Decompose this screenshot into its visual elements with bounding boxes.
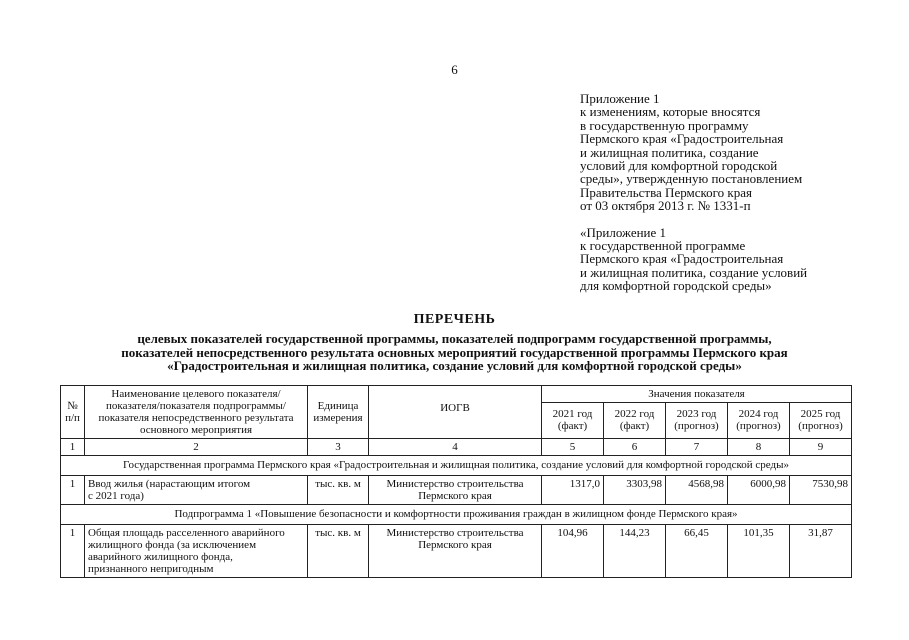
section-title: Подпрограмма 1 «Повышение безопасности и комфортности проживания граждан в жилищном фонде Пермского края» xyxy=(61,505,852,525)
appendix-line: в государственную программу xyxy=(580,117,749,133)
appendix-quote-line: Пермского края «Градостроительная xyxy=(580,251,784,267)
column-number: 2 xyxy=(85,439,308,456)
column-number: 3 xyxy=(308,439,369,456)
row-value: 66,45 xyxy=(666,525,728,578)
row-value: 144,23 xyxy=(604,525,666,578)
appendix-quote-line: «Приложение 1 xyxy=(580,224,667,240)
column-number: 1 xyxy=(61,439,85,456)
appendix-line: Приложение 1 xyxy=(580,91,660,106)
row-value: 1317,0 xyxy=(542,476,604,505)
row-num: 1 xyxy=(61,476,85,505)
row-value: 101,35 xyxy=(728,525,790,578)
section-title: Государственная программа Пермского края «Градостроительная и жилищная политика, создание условий для комфортной городской среды» xyxy=(61,456,852,476)
row-iogv: Министерство строительства Пермского края xyxy=(369,476,542,505)
header-year-2025: 2025 год (прогноз) xyxy=(790,403,852,439)
document-subtitle xyxy=(0,332,909,373)
appendix-line: к изменениям, которые вносятся xyxy=(580,104,761,120)
header-name: Наименование целевого показателя/ показателя/показателя подпрограммы/ показателя непосредственного результата основного мероприятия xyxy=(85,386,308,439)
appendix-line: условий для комфортной городской xyxy=(580,158,778,174)
appendix-line: Пермского края «Градостроительная xyxy=(580,131,784,147)
row-unit: тыс. кв. м xyxy=(308,525,369,578)
header-year-2022: 2022 год (факт) xyxy=(604,403,666,439)
header-year-2021: 2021 год (факт) xyxy=(542,403,604,439)
header-iogv: ИОГВ xyxy=(369,386,542,439)
header-row xyxy=(61,386,852,403)
section-row-subprogram xyxy=(61,505,852,525)
section-row-program xyxy=(61,456,852,476)
column-number: 4 xyxy=(369,439,542,456)
appendix-quote-line: к государственной программе xyxy=(580,238,746,254)
column-number: 7 xyxy=(666,439,728,456)
page-number: 6 xyxy=(451,62,458,77)
column-number: 6 xyxy=(604,439,666,456)
header-unit: Единица измерения xyxy=(308,386,369,439)
appendix-quote-line: для комфортной городской среды» xyxy=(580,278,772,294)
table-row xyxy=(61,476,852,505)
subtitle-line: целевых показателей государственной программы, показателей подпрограмм государственной программы, xyxy=(137,331,772,346)
indicators-table xyxy=(60,385,852,578)
row-value: 6000,98 xyxy=(728,476,790,505)
row-value: 3303,98 xyxy=(604,476,666,505)
header-year-2024: 2024 год (прогноз) xyxy=(728,403,790,439)
row-unit: тыс. кв. м xyxy=(308,476,369,505)
row-name: Общая площадь расселенного аварийного жилищного фонда (за исключением аварийного жилищного фонда, признанного непригодным xyxy=(85,525,308,578)
appendix-line: Правительства Пермского края xyxy=(580,184,752,200)
header-num: № п/п xyxy=(61,386,85,439)
subtitle-line: показателей непосредственного результата основных мероприятий государственной программы Пермского края xyxy=(121,344,788,360)
row-iogv: Министерство строительства Пермского края xyxy=(369,525,542,578)
appendix-quote-line: и жилищная политика, создание условий xyxy=(580,264,808,280)
header-values-group: Значения показателя xyxy=(542,386,852,403)
row-name: Ввод жилья (нарастающим итогом с 2021 года) xyxy=(85,476,308,505)
appendix-block xyxy=(580,92,880,293)
row-value: 7530,98 xyxy=(790,476,852,505)
column-number: 8 xyxy=(728,439,790,456)
row-value: 104,96 xyxy=(542,525,604,578)
appendix-line: от 03 октября 2013 г. № 1331-п xyxy=(580,198,751,214)
appendix-line: среды», утвержденную постановлением xyxy=(580,171,803,187)
row-num: 1 xyxy=(61,525,85,578)
column-numbers-row xyxy=(61,439,852,456)
document-title: ПЕРЕЧЕНЬ xyxy=(413,312,496,327)
row-value: 31,87 xyxy=(790,525,852,578)
subtitle-line: «Градостроительная и жилищная политика, создание условий для комфортной городской среды» xyxy=(167,358,742,373)
appendix-line: и жилищная политика, создание xyxy=(580,144,759,160)
header-year-2023: 2023 год (прогноз) xyxy=(666,403,728,439)
row-value: 4568,98 xyxy=(666,476,728,505)
column-number: 9 xyxy=(790,439,852,456)
column-number: 5 xyxy=(542,439,604,456)
table-row xyxy=(61,525,852,578)
